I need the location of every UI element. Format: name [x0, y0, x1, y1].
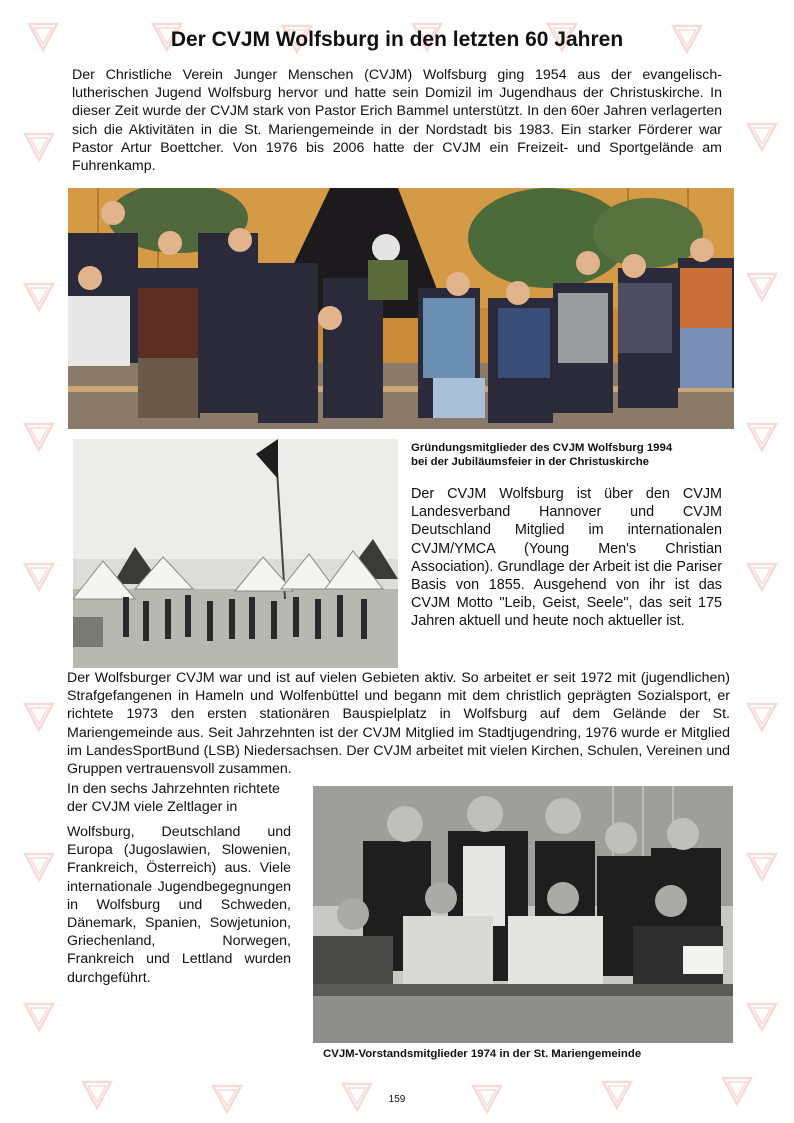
cvjm-emblem-icon — [745, 700, 779, 734]
camps-intro-line2: der CVJM viele Zeltlager in — [67, 799, 238, 816]
cvjm-emblem-icon — [745, 120, 779, 154]
tent-camp-photo — [73, 439, 398, 668]
cvjm-emblem-icon — [745, 420, 779, 454]
founders-1994-photo — [68, 188, 734, 429]
page-title: Der CVJM Wolfsburg in den letzten 60 Jahren — [170, 28, 624, 51]
cvjm-emblem-icon — [745, 1000, 779, 1034]
caption-1974: CVJM-Vorstandsmitglieder 1974 in der St. Mariengemeinde — [323, 1048, 642, 1060]
cvjm-emblem-icon — [22, 1000, 56, 1034]
cvjm-emblem-icon — [22, 560, 56, 594]
camps-intro — [67, 780, 317, 816]
cvjm-emblem-icon — [745, 850, 779, 884]
caption-1994 — [411, 441, 731, 469]
caption-1994-line1: Gründungsmitglieder des CVJM Wolfsburg 1994 — [411, 442, 673, 454]
cvjm-emblem-icon — [22, 850, 56, 884]
cvjm-emblem-icon — [745, 270, 779, 304]
caption-1994-line2: bei der Jubiläumsfeier in der Christuskirche — [411, 456, 650, 468]
membership-paragraph: Der CVJM Wolfsburg ist über den CVJM Landesverband Hannover und CVJM Deutschland Mitglied im internationalen CVJM/YMCA (Young Men's Christian Association). Grundlage der Arbeit ist die Pariser Basis von 1855. Ausgehend von ihr ist das CVJM Motto "Leib, Geist, Seele", das seit 175 Jahren aktuell und heute noch aktueller ist. — [411, 486, 722, 630]
camps-intro-line1: In den sechs Jahrzehnten richtete — [67, 781, 280, 797]
cvjm-emblem-icon — [22, 420, 56, 454]
activities-paragraph: Der Wolfsburger CVJM war und ist auf vielen Gebieten aktiv. So arbeitet er seit 1972 mit (jugendlichen) Strafgefangenen in Hameln und Wolfenbüttel und begann mit dem christlich geprägten Sozialsport, er richtete 1973 den ersten stationären Bauspielplatz in Wolfsburg auf dem Gelände der St. Mariengemeinde aus. Seit Jahrzehnten ist der CVJM Mitglied im Stadtjugendring, 1976 wurde er Mitglied im LandesSportBund (LSB) Niedersachsen. Der CVJM arbeitet mit vielen Kirchen, Schulen, Vereinen und Gruppen vertrauensvoll zusammen. — [67, 670, 730, 778]
cvjm-emblem-icon — [22, 130, 56, 164]
intro-paragraph: Der Christliche Verein Junger Menschen (CVJM) Wolfsburg ging 1954 aus der evangelisch-lutherischen Jugend Wolfsburg hervor und hatte sein Domizil im Jugendhaus der Christuskirche. In dieser Zeit wurde der CVJM stark von Pastor Erich Bammel unterstützt. In den 60er Jahren verlagerten sich die Aktivitäten in die St. Mariengemeinde in der Nordstadt bis 1983. Ein starker Förderer war Pastor Artur Boettcher. Von 1976 bis 2006 hatte der CVJM ein Freizeit- und Sportgelände am Fuhrenkamp. — [72, 67, 722, 175]
cvjm-emblem-icon — [22, 700, 56, 734]
cvjm-emblem-icon — [745, 560, 779, 594]
cvjm-emblem-icon — [22, 280, 56, 314]
board-1974-photo — [313, 786, 733, 1043]
camps-paragraph: Wolfsburg, Deutschland und Europa (Jugoslawien, Slowenien, Frankreich, Österreich) aus. Viele internationale Jugendbegegnungen in Wolfsburg und Schweden, Dänemark, Spanien, Sowjetunion, Griechenland, Norwegen, Frankreich und Lettland wurden durchgeführt. — [67, 824, 291, 986]
page-number: 159 — [388, 1094, 406, 1105]
